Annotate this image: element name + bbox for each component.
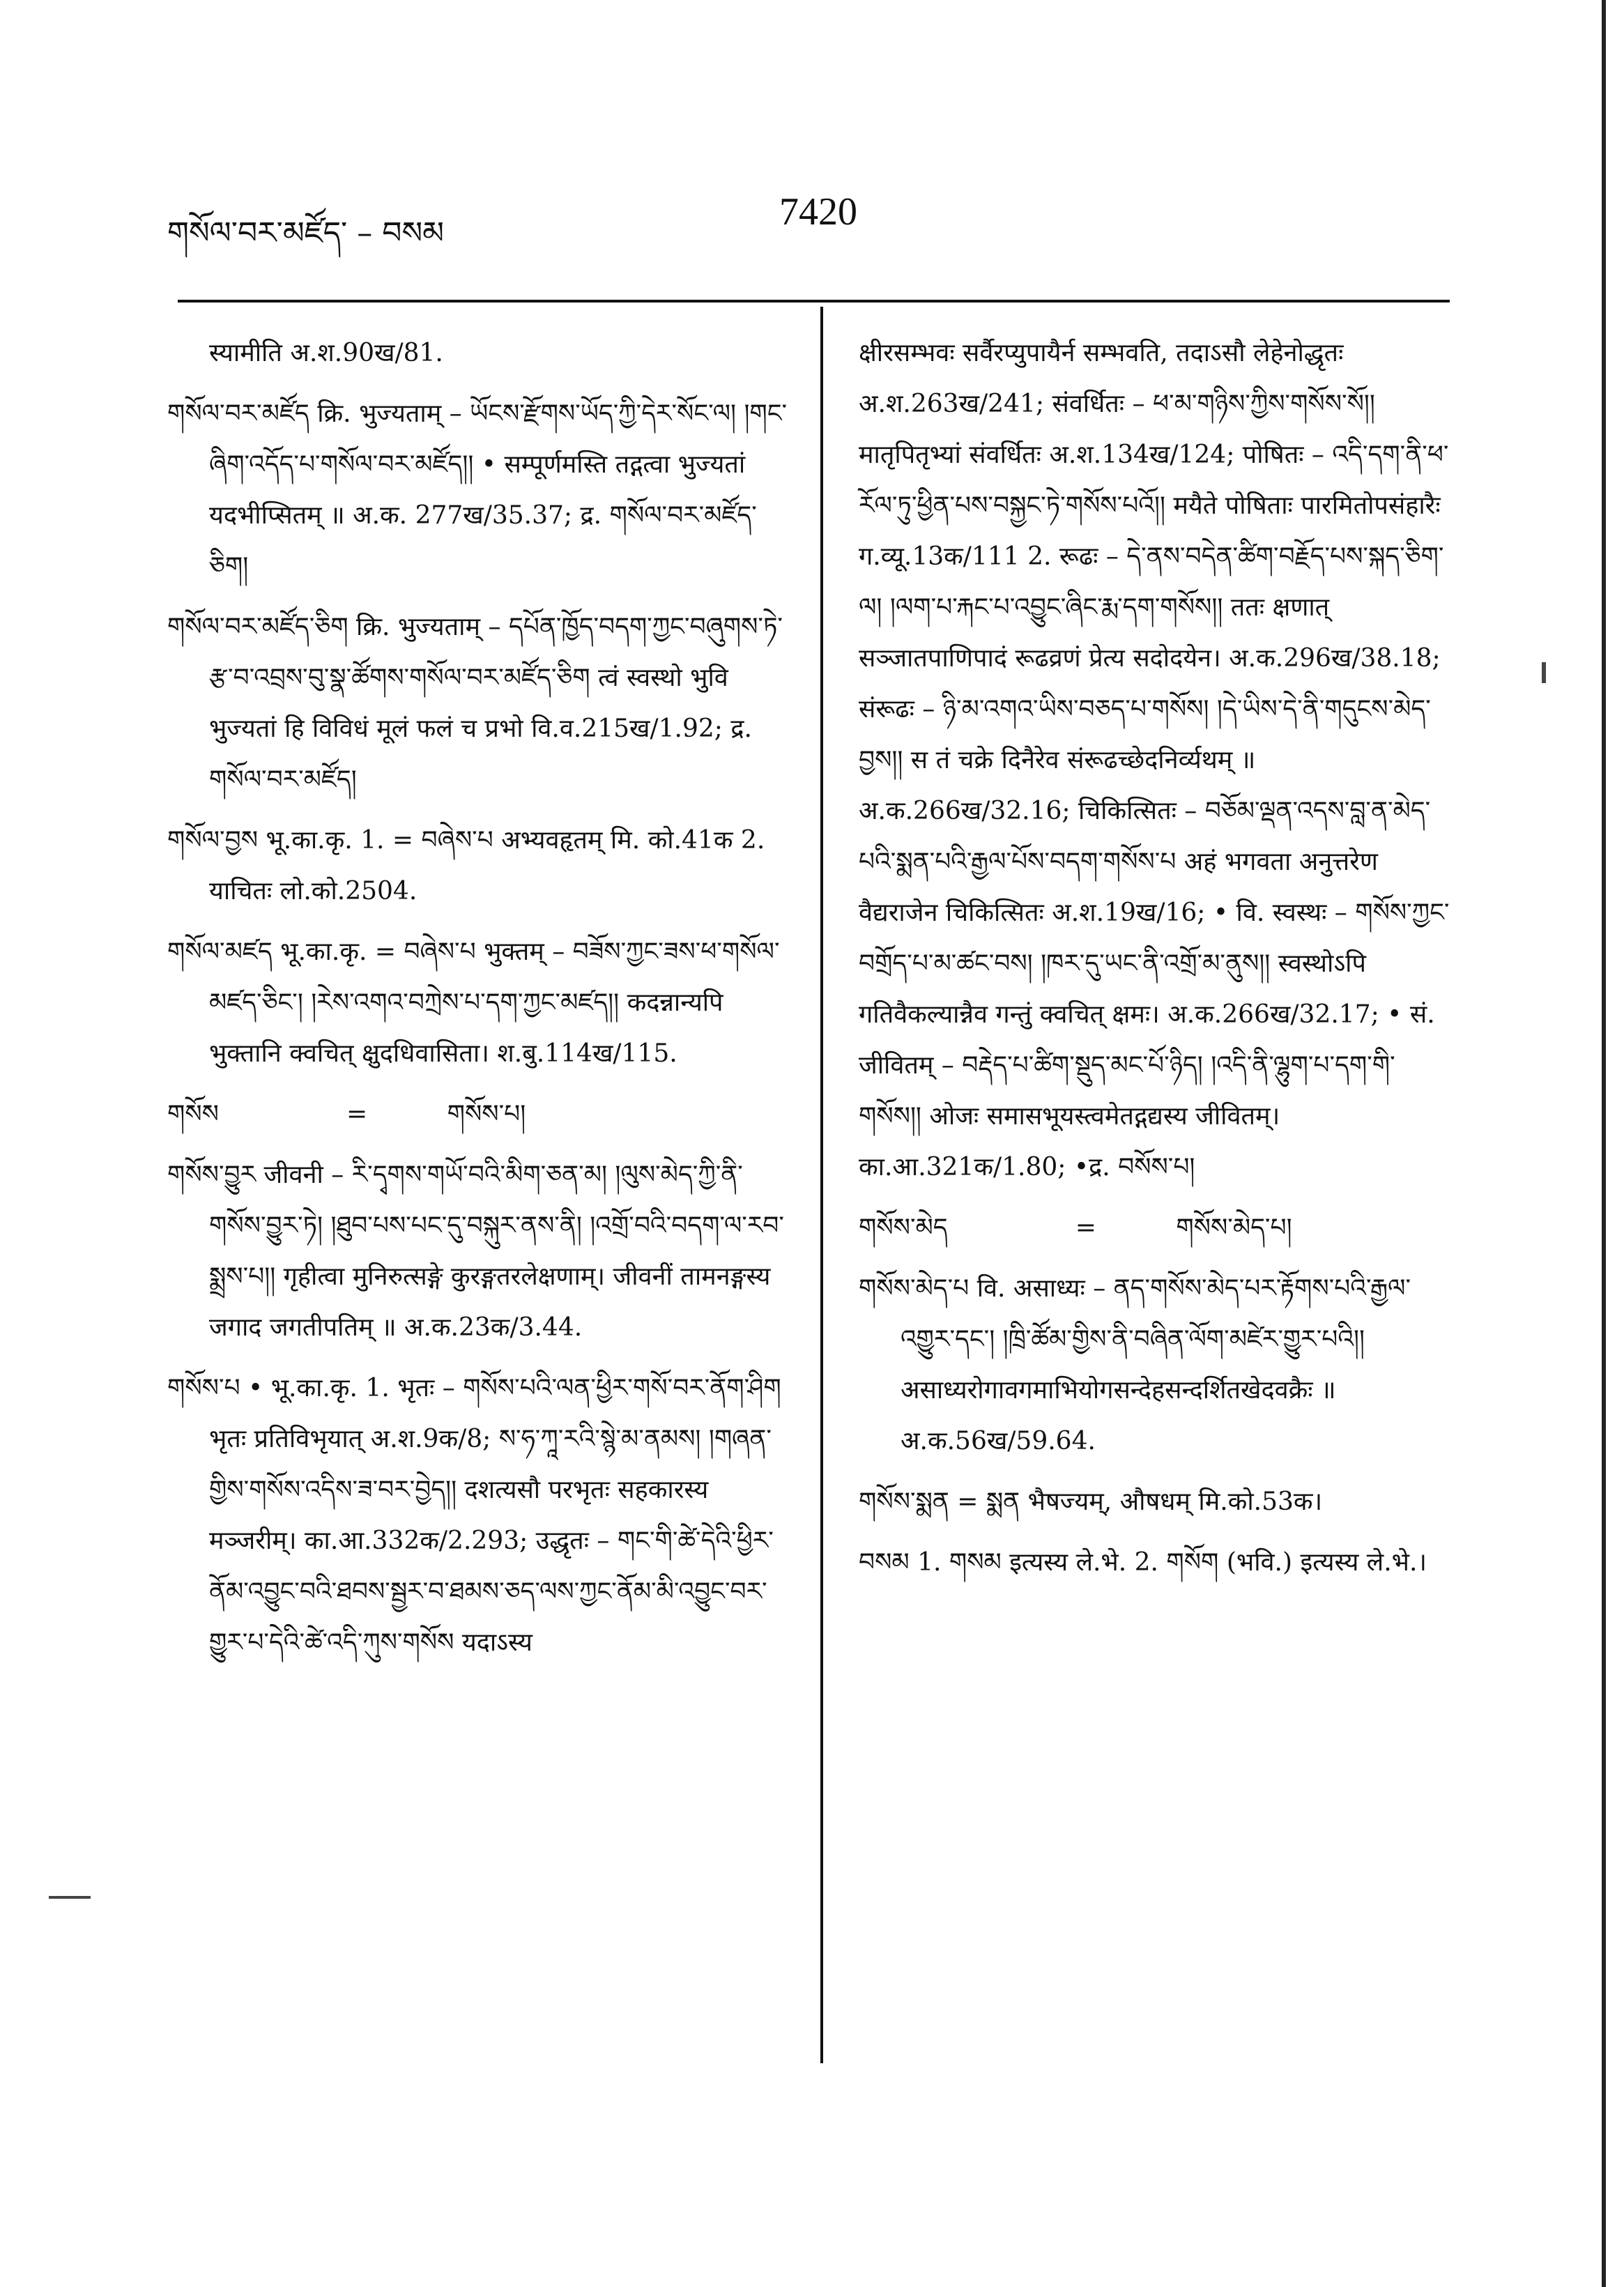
entry-body: • भू.का.कृ. 1. भृतः – གསོས་པའི་ལན་ཕྱིར་གསོ་བར་ནོག་ཤིག भृतः प्रतिविभृयात् अ.श.9क/8; ས་ཧ་ཀཱ་རའི་སྙེ་མ་ནམས། །གཞན་གྱིས་གསོས་འདིས་ཟ་བར་བྱེད།། दशत्यसौ परभृतः सहकारस्य मञ्जरीम्। का.आ.332क/2.293; उद्धृतः – གང་གི་ཚེ་དེའི་ཕྱིར་ནོམ་འབྱུང་བའི་ཐབས་སྦྱར་བ་ཐམས་ཅད་ལས་ཀྱང་ནོམ་མི་འབྱུང་བར་གྱུར་པ་དེའི་ཚེ་འདི་ཀུས་གསོས यदाऽस्य [209,1374,781,1657]
margin-mark [49,1896,91,1899]
entry-body: = སྨན भैषज्यम्, औषधम् मि.को.53क। [949,1487,1323,1516]
entry-body: = གསོས་མེད་པ། [947,1214,1292,1242]
dictionary-entry [859,1263,1451,1467]
page-number: 7420 [779,190,857,234]
dictionary-entry [167,1363,795,1668]
entry-body: क्रि. भुज्यताम् – ཡོངས་རྫོགས་ཡོད་ཀྱི་དེར་སོང་ལ། །གང་ཞིག་འདོད་པ་གསོལ་བར་མཛོད།། • सम्पूर्णमस्ति तद्गत्वा भुज्यतां यदभीप्सितम् ॥ अ.क. 277ख/35.37; द्र. གསོལ་བར་མཛོད་ཅིག། [209,399,788,581]
running-head: གསོལ་བར་མཛོད་ – བསམ [167,215,445,251]
dictionary-entry [859,1202,1451,1253]
dictionary-entry [167,815,795,917]
headword: གསོས [167,1100,219,1129]
entry-continuation: क्षीरसम्भवः सर्वैरप्युपायैर्न सम्भवति, तदाऽसौ लेहेनोद्धृतः अ.श.263ख/241; संवर्धितः – ཕ་མ་གཉིས་ཀྱིས་གསོས་སོ།། मातृपितृभ्यां संवर्धितः अ.श.134ख/124; पोषितः – འདི་དག་ནི་ཕ་རོལ་ཏུ་ཕྱིན་པས་བསྐྱང་ཏེ་གསོས་པའོ།། मयैते पोषिताः पारमितोपसंहारैः ग.व्यू.13क/111 2. रूढः – དེ་ནས་བདེན་ཚིག་བརྗོད་པས་སྐད་ཅིག་ལ། །ལག་པ་རྐང་པ་འབྱུང་ཞིང་རྨ་དག་གསོས།། ततः क्षणात् सञ्जातपाणिपादं रूढव्रणं प्रेत्य सदोदयेन। अ.क.296ख/38.18; संरूढः – ཉི་མ་འགའ་ཡིས་བཅད་པ་གསོས། །དེ་ཡིས་དེ་ནི་གདུངས་མེད་བྱས།། स तं चक्रे दिनैरेव संरूढच्छेदनिर्व्यथम् ॥ अ.क.266ख/32.16; चिकित्सितः – བཅོམ་ལྡན་འདས་བླ་ན་མེད་པའི་སྨན་པའི་རྒྱལ་པོས་བདག་གསོས་པ अहं भगवता अनुत्तरेण वैद्यराजेन चिकित्सितः अ.श.19ख/16; • वि. स्वस्थः – གསོས་ཀྱང་བགྲོད་པ་མ་ཚང་བས། །ཁར་དུ་ཡང་ནི་འགྲོ་མ་ནུས།། स्वस्थोऽपि गतिवैकल्यान्नैव गन्तुं क्वचित् क्षमः। अ.क.266ख/32.17; • सं. जीवितम् – བརྡེད་པ་ཚིག་སྡུད་མང་པོ་ཉིད། །འདི་ནི་ལྷུག་པ་དག་གི་གསོས།། ओजः समासभूयस्त्वमेतद्गद्यस्य जीवितम्। का.आ.321क/1.80; •द्र. བསོས་པ། [859,339,1450,1181]
headword: གསོལ་མཛད [167,938,273,966]
entry-body: जीवनी – རི་དྭགས་གཡོ་བའི་མིག་ཅན་མ། །ལུས་མེད་ཀྱི་ནི་གསོས་བྱུར་ཏེ། །ཐུབ་པས་པང་དུ་བསྐུར་ནས་ནི། །འགྲོ་བའི་བདག་ལ་རབ་སྨྲས་པ།། गृहीत्वा मुनिरुत्सङ्गे कुरङ्गतरलेक्षणाम्। जीवनीं तामनङ्गस्य जगाद जगतीपतिम् ॥ अ.क.23क/3.44. [209,1161,784,1342]
header-rule [178,300,1450,303]
dictionary-entry [167,1089,795,1140]
left-column [167,328,795,1678]
column-divider [820,307,823,2063]
entry-body: भू.का.कृ. 1. = བཞེས་པ अभ्यवहृतम् मि. को.41क 2. याचितः लो.को.2504. [209,826,765,905]
page-edge-line [1602,0,1606,2287]
dictionary-entry [167,602,795,805]
dictionary-entry [167,926,795,1079]
headword: བསམ [859,1548,910,1577]
headword: གསོལ་བར་མཛོད་ཅིག [167,613,348,641]
headword: གསོས་མེད་པ [859,1274,970,1303]
entry-body: 1. གསམ इत्यस्य ले.भे. 2. གསོག (भवि.) इत्यस्य ले.भे.। [909,1548,1427,1577]
margin-mark [1542,662,1546,683]
entry-body: भू.का.कृ. = བཞེས་པ भुक्तम् – བཟོས་ཀྱང་ཟས་ཕ་གསོལ་མཛད་ཅིང་། །རེས་འགའ་བཀྲེས་པ་དག་ཀྱང་མཛད།། कदन्नान्यपि भुक्तानि क्वचित् क्षुदधिवासिता। श.बु.114ख/115. [209,938,780,1068]
dictionary-entry [167,1149,795,1353]
headword: གསོས་སྨན [859,1487,949,1516]
entry-body: = གསོས་པ། [218,1100,526,1129]
headword: གསོས་མེད [859,1214,948,1242]
entry-continuation: स्यामीति अ.श.90ख/81. [209,339,443,367]
dictionary-entry [859,1476,1451,1527]
headword: གསོས་བྱུར [167,1161,256,1189]
headword: གསོལ་བྱས [167,826,258,855]
dictionary-entry [859,1537,1451,1588]
headword: གསོས་པ [167,1374,240,1402]
right-column [859,328,1451,1598]
dictionary-entry [167,388,795,592]
headword: གསོལ་བར་མཛོད [167,399,309,428]
entry-body: वि. असाध्यः – ནད་གསོས་མེད་པར་རྟོགས་པའི་རྒྱལ་འགྱུར་དང་། །ཁྲི་ཚོམ་གྱིས་ནི་བཞིན་ལོག་མཛེར་གྱུར་པའི།། असाध्यरोगावगमाभियोगसन्देहसन्दर्शितखेदवक्रैः ॥ अ.क.56ख/59.64. [901,1274,1411,1455]
entry-body: क्रि. भुज्यताम् – དཔོན་ཁྱོད་བདག་ཀྱང་བཞུགས་ཏེ་རྩ་བ་འབྲས་བུ་སྣ་ཚོགས་གསོལ་བར་མཛོད་ཅིག त्वं स्वस्थो भुवि भुज्यतां हि विविधं मूलं फलं च प्रभो वि.व.215ख/1.92; द्र. གསོལ་བར་མཛོད། [209,613,783,794]
